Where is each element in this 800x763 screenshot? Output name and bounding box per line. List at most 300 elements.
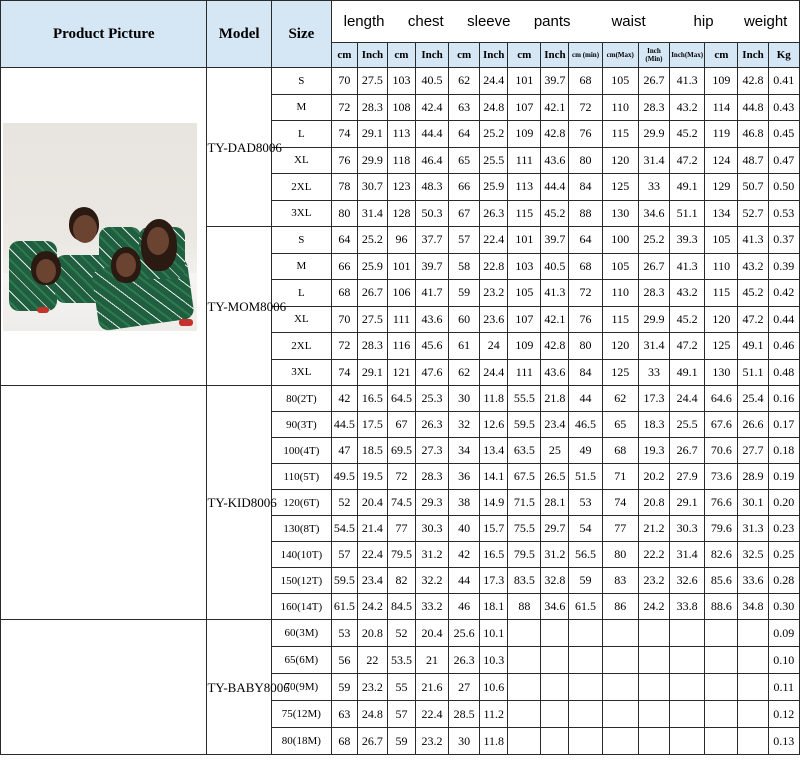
value-cell: 27.7 [738,438,768,464]
value-cell: 25.9 [480,174,508,201]
value-cell: 44 [449,568,480,594]
value-cell: 72 [569,280,602,307]
value-cell: 25.2 [638,227,669,254]
value-cell: 26.7 [638,68,669,95]
value-cell: 48.7 [738,147,768,174]
value-cell: 34 [449,438,480,464]
value-cell: 14.1 [480,464,508,490]
unit-header: cm [449,43,480,68]
value-cell: 86 [602,594,638,620]
value-cell: 34.6 [541,594,569,620]
measure-label-weight: weight [743,13,788,30]
value-cell [508,701,541,728]
value-cell [638,701,669,728]
value-cell: 17.3 [638,386,669,412]
value-cell: 31.4 [357,200,387,227]
value-cell: 124 [705,147,738,174]
size-cell: 120(6T) [271,490,331,516]
value-cell: 29.1 [357,359,387,386]
value-cell: 71.5 [508,490,541,516]
value-cell: 79.5 [508,542,541,568]
value-cell: 53 [569,490,602,516]
value-cell: 44 [569,386,602,412]
value-cell: 51.5 [569,464,602,490]
value-cell: 125 [602,174,638,201]
value-cell: 105 [705,227,738,254]
value-cell: 22.4 [415,701,448,728]
value-cell: 32.5 [738,542,768,568]
value-cell: 40 [449,516,480,542]
value-cell: 27.5 [357,68,387,95]
value-cell: 26.7 [638,253,669,280]
value-cell: 29.1 [670,490,705,516]
value-cell [508,647,541,674]
value-cell: 32.6 [670,568,705,594]
value-cell: 80 [569,147,602,174]
value-cell: 59 [449,280,480,307]
value-cell: 78 [331,174,357,201]
value-cell: 67 [449,200,480,227]
value-cell: 11.8 [480,386,508,412]
value-cell: 30.3 [415,516,448,542]
value-cell: 62 [602,386,638,412]
value-cell: 113 [508,174,541,201]
value-cell: 43.6 [541,147,569,174]
value-cell: 80 [602,542,638,568]
size-cell: 65(6M) [271,647,331,674]
value-cell: 80 [331,200,357,227]
model-cell: TY-BABY8006 [207,620,271,755]
value-cell [569,728,602,755]
value-cell: 47.6 [415,359,448,386]
unit-header: Inch [738,43,768,68]
value-cell [705,728,738,755]
value-cell: 42.4 [415,94,448,121]
value-cell: 111 [387,306,415,333]
size-cell: 100(4T) [271,438,331,464]
value-cell: 44.4 [541,174,569,201]
value-cell: 23.2 [480,280,508,307]
value-cell: 101 [387,253,415,280]
value-cell: 56 [331,647,357,674]
value-cell: 70 [331,306,357,333]
value-cell [569,701,602,728]
value-cell: 10.3 [480,647,508,674]
value-cell: 28.1 [541,490,569,516]
unit-header: cm [508,43,541,68]
value-cell: 80 [569,333,602,360]
value-cell: 76.6 [705,490,738,516]
value-cell: 113 [387,121,415,148]
value-cell: 0.47 [768,147,799,174]
value-cell [670,674,705,701]
value-cell: 44.8 [738,94,768,121]
value-cell: 25.3 [415,386,448,412]
value-cell: 109 [508,333,541,360]
value-cell: 26.7 [670,438,705,464]
value-cell: 105 [508,280,541,307]
value-cell: 111 [508,147,541,174]
value-cell: 42.1 [541,94,569,121]
value-cell [541,647,569,674]
value-cell: 42.8 [541,121,569,148]
value-cell: 25.5 [670,412,705,438]
value-cell: 123 [387,174,415,201]
value-cell: 51.1 [670,200,705,227]
family-christmas-pajamas-photo [3,123,197,331]
value-cell: 26.7 [357,280,387,307]
value-cell: 74 [331,359,357,386]
value-cell: 88 [508,594,541,620]
value-cell [638,647,669,674]
value-cell: 52 [387,620,415,647]
value-cell: 110 [705,253,738,280]
value-cell: 64.5 [387,386,415,412]
value-cell: 0.45 [768,121,799,148]
value-cell: 21.2 [638,516,669,542]
model-cell: TY-DAD8006 [207,68,271,227]
value-cell: 26.3 [449,647,480,674]
value-cell [670,728,705,755]
model-cell: TY-KID8006 [207,386,271,620]
value-cell: 77 [387,516,415,542]
value-cell: 24.4 [480,68,508,95]
value-cell: 28.3 [357,333,387,360]
value-cell [541,674,569,701]
value-cell [569,620,602,647]
value-cell: 47.2 [670,333,705,360]
value-cell: 26.3 [415,412,448,438]
value-cell: 66 [331,253,357,280]
value-cell: 30.1 [738,490,768,516]
value-cell: 0.25 [768,542,799,568]
value-cell: 103 [387,68,415,95]
value-cell: 52 [331,490,357,516]
value-cell: 108 [387,94,415,121]
unit-header: Inch [480,43,508,68]
value-cell [508,728,541,755]
value-cell: 59.5 [331,568,357,594]
value-cell: 68 [569,253,602,280]
value-cell [541,728,569,755]
value-cell: 103 [508,253,541,280]
value-cell: 51.1 [738,359,768,386]
value-cell [738,647,768,674]
value-cell: 74 [602,490,638,516]
value-cell: 32.2 [415,568,448,594]
value-cell: 0.13 [768,728,799,755]
value-cell: 41.3 [670,68,705,95]
value-cell: 56.5 [569,542,602,568]
value-cell: 74 [331,121,357,148]
value-cell: 125 [705,333,738,360]
value-cell: 25.4 [738,386,768,412]
value-cell: 22.2 [638,542,669,568]
value-cell: 30.3 [670,516,705,542]
value-cell: 41.3 [738,227,768,254]
size-cell: 130(8T) [271,516,331,542]
value-cell: 0.19 [768,464,799,490]
value-cell: 23.2 [638,568,669,594]
table-row [1,620,800,647]
value-cell: 0.39 [768,253,799,280]
size-cell: S [271,227,331,254]
value-cell: 121 [387,359,415,386]
value-cell: 130 [602,200,638,227]
value-cell: 23.2 [357,674,387,701]
value-cell: 0.20 [768,490,799,516]
unit-header: Inch(Max) [670,43,705,68]
value-cell: 31.4 [670,542,705,568]
value-cell: 33 [638,174,669,201]
value-cell: 23.6 [480,306,508,333]
value-cell: 29.9 [638,306,669,333]
value-cell: 67.6 [705,412,738,438]
value-cell: 17.3 [480,568,508,594]
value-cell: 42 [331,386,357,412]
value-cell: 25.2 [357,227,387,254]
value-cell: 64 [449,121,480,148]
value-cell: 57 [331,542,357,568]
value-cell: 64.6 [705,386,738,412]
value-cell: 21.4 [357,516,387,542]
value-cell: 30.7 [357,174,387,201]
value-cell: 25 [541,438,569,464]
value-cell: 68 [331,728,357,755]
value-cell: 33.8 [670,594,705,620]
value-cell: 18.3 [638,412,669,438]
value-cell: 63 [331,701,357,728]
value-cell: 24.8 [480,94,508,121]
value-cell: 30 [449,386,480,412]
value-cell: 36 [449,464,480,490]
value-cell: 0.41 [768,68,799,95]
value-cell: 100 [602,227,638,254]
value-cell: 25.6 [449,620,480,647]
value-cell: 55 [387,674,415,701]
value-cell: 24.4 [480,359,508,386]
value-cell: 62 [449,359,480,386]
value-cell: 44.5 [331,412,357,438]
value-cell: 29.3 [415,490,448,516]
value-cell: 33 [638,359,669,386]
value-cell [738,620,768,647]
value-cell: 0.23 [768,516,799,542]
value-cell: 15.7 [480,516,508,542]
value-cell: 52.7 [738,200,768,227]
measure-labels [332,13,799,30]
value-cell: 22.4 [357,542,387,568]
value-cell: 16.5 [480,542,508,568]
size-cell: 140(10T) [271,542,331,568]
value-cell: 72 [387,464,415,490]
value-cell: 65 [602,412,638,438]
size-header: Size [271,1,331,68]
value-cell: 53.5 [387,647,415,674]
size-cell: 2XL [271,174,331,201]
value-cell: 28.3 [357,94,387,121]
value-cell: 79.6 [705,516,738,542]
value-cell: 25.2 [480,121,508,148]
value-cell [541,701,569,728]
value-cell: 24.2 [638,594,669,620]
value-cell: 45.2 [738,280,768,307]
value-cell: 110 [602,94,638,121]
value-cell: 70 [331,68,357,95]
measure-label-waist: waist [611,13,646,30]
value-cell: 50.3 [415,200,448,227]
measure-label-pants: pants [533,13,571,30]
value-cell: 68 [331,280,357,307]
value-cell [705,674,738,701]
value-cell: 68 [569,68,602,95]
value-cell [738,674,768,701]
value-cell: 109 [705,68,738,95]
value-cell: 49.1 [670,174,705,201]
value-cell: 0.09 [768,620,799,647]
value-cell: 27.5 [357,306,387,333]
value-cell: 31.4 [638,147,669,174]
value-cell: 41.3 [541,280,569,307]
value-cell: 74.5 [387,490,415,516]
measure-label-length: length [343,13,385,30]
value-cell: 59 [331,674,357,701]
value-cell: 29.1 [357,121,387,148]
value-cell: 21 [415,647,448,674]
value-cell: 32.8 [541,568,569,594]
value-cell: 34.6 [638,200,669,227]
value-cell: 47.2 [738,306,768,333]
value-cell [508,674,541,701]
value-cell: 40.5 [541,253,569,280]
value-cell: 24.8 [357,701,387,728]
value-cell: 18.5 [357,438,387,464]
value-cell: 73.6 [705,464,738,490]
value-cell: 85.6 [705,568,738,594]
value-cell: 41.3 [670,253,705,280]
value-cell: 28.9 [738,464,768,490]
value-cell: 0.18 [768,438,799,464]
value-cell: 58 [449,253,480,280]
value-cell: 24.4 [670,386,705,412]
value-cell: 37.7 [415,227,448,254]
unit-header: cm (min) [569,43,602,68]
value-cell: 61.5 [331,594,357,620]
value-cell: 0.11 [768,674,799,701]
value-cell: 33.2 [415,594,448,620]
value-cell: 105 [602,253,638,280]
unit-header: cm [331,43,357,68]
value-cell: 11.8 [480,728,508,755]
value-cell: 62 [449,68,480,95]
value-cell: 10.1 [480,620,508,647]
value-cell: 14.9 [480,490,508,516]
value-cell: 110 [602,280,638,307]
value-cell: 34.8 [738,594,768,620]
value-cell: 28.3 [638,280,669,307]
size-cell: 3XL [271,200,331,227]
value-cell [705,647,738,674]
value-cell: 72 [569,94,602,121]
value-cell: 27.3 [415,438,448,464]
value-cell: 59 [387,728,415,755]
value-cell: 31.3 [738,516,768,542]
value-cell [670,647,705,674]
size-cell: 75(12M) [271,701,331,728]
value-cell: 0.53 [768,200,799,227]
value-cell: 40.5 [415,68,448,95]
value-cell: 71 [602,464,638,490]
value-cell: 115 [508,200,541,227]
value-cell: 0.12 [768,701,799,728]
value-cell: 30 [449,728,480,755]
value-cell: 105 [602,68,638,95]
value-cell: 25.5 [480,147,508,174]
unit-header: cm(Max) [602,43,638,68]
value-cell [670,620,705,647]
value-cell: 20.4 [415,620,448,647]
value-cell: 109 [508,121,541,148]
size-cell: 150(12T) [271,568,331,594]
value-cell: 114 [705,94,738,121]
value-cell: 120 [705,306,738,333]
value-cell: 42.8 [738,68,768,95]
value-cell: 22.8 [480,253,508,280]
value-cell: 72 [331,333,357,360]
value-cell: 43.6 [415,306,448,333]
size-cell: 60(3M) [271,620,331,647]
size-cell: 3XL [271,359,331,386]
value-cell: 115 [705,280,738,307]
value-cell: 67.5 [508,464,541,490]
value-cell [602,728,638,755]
value-cell: 0.10 [768,647,799,674]
value-cell: 19.5 [357,464,387,490]
value-cell: 0.28 [768,568,799,594]
value-cell: 48.3 [415,174,448,201]
value-cell: 0.17 [768,412,799,438]
value-cell: 54 [569,516,602,542]
value-cell: 63 [449,94,480,121]
value-cell: 96 [387,227,415,254]
value-cell: 13.4 [480,438,508,464]
value-cell: 49.1 [738,333,768,360]
measure-label-chest: chest [407,13,444,30]
value-cell: 61 [449,333,480,360]
value-cell: 38 [449,490,480,516]
unit-header: Kg [768,43,799,68]
value-cell: 10.6 [480,674,508,701]
unit-header: cm [387,43,415,68]
unit-header: Inch (Min) [638,43,669,68]
model-cell: TY-MOM8006 [207,227,271,386]
value-cell: 16.5 [357,386,387,412]
size-cell: L [271,280,331,307]
value-cell: 23.4 [541,412,569,438]
value-cell [602,647,638,674]
value-cell: 22 [357,647,387,674]
value-cell [569,674,602,701]
value-cell: 29.9 [357,147,387,174]
value-cell: 128 [387,200,415,227]
value-cell: 69.5 [387,438,415,464]
value-cell: 24.2 [357,594,387,620]
value-cell: 18.1 [480,594,508,620]
value-cell [541,620,569,647]
value-cell: 20.8 [357,620,387,647]
value-cell: 42 [449,542,480,568]
value-cell: 77 [602,516,638,542]
